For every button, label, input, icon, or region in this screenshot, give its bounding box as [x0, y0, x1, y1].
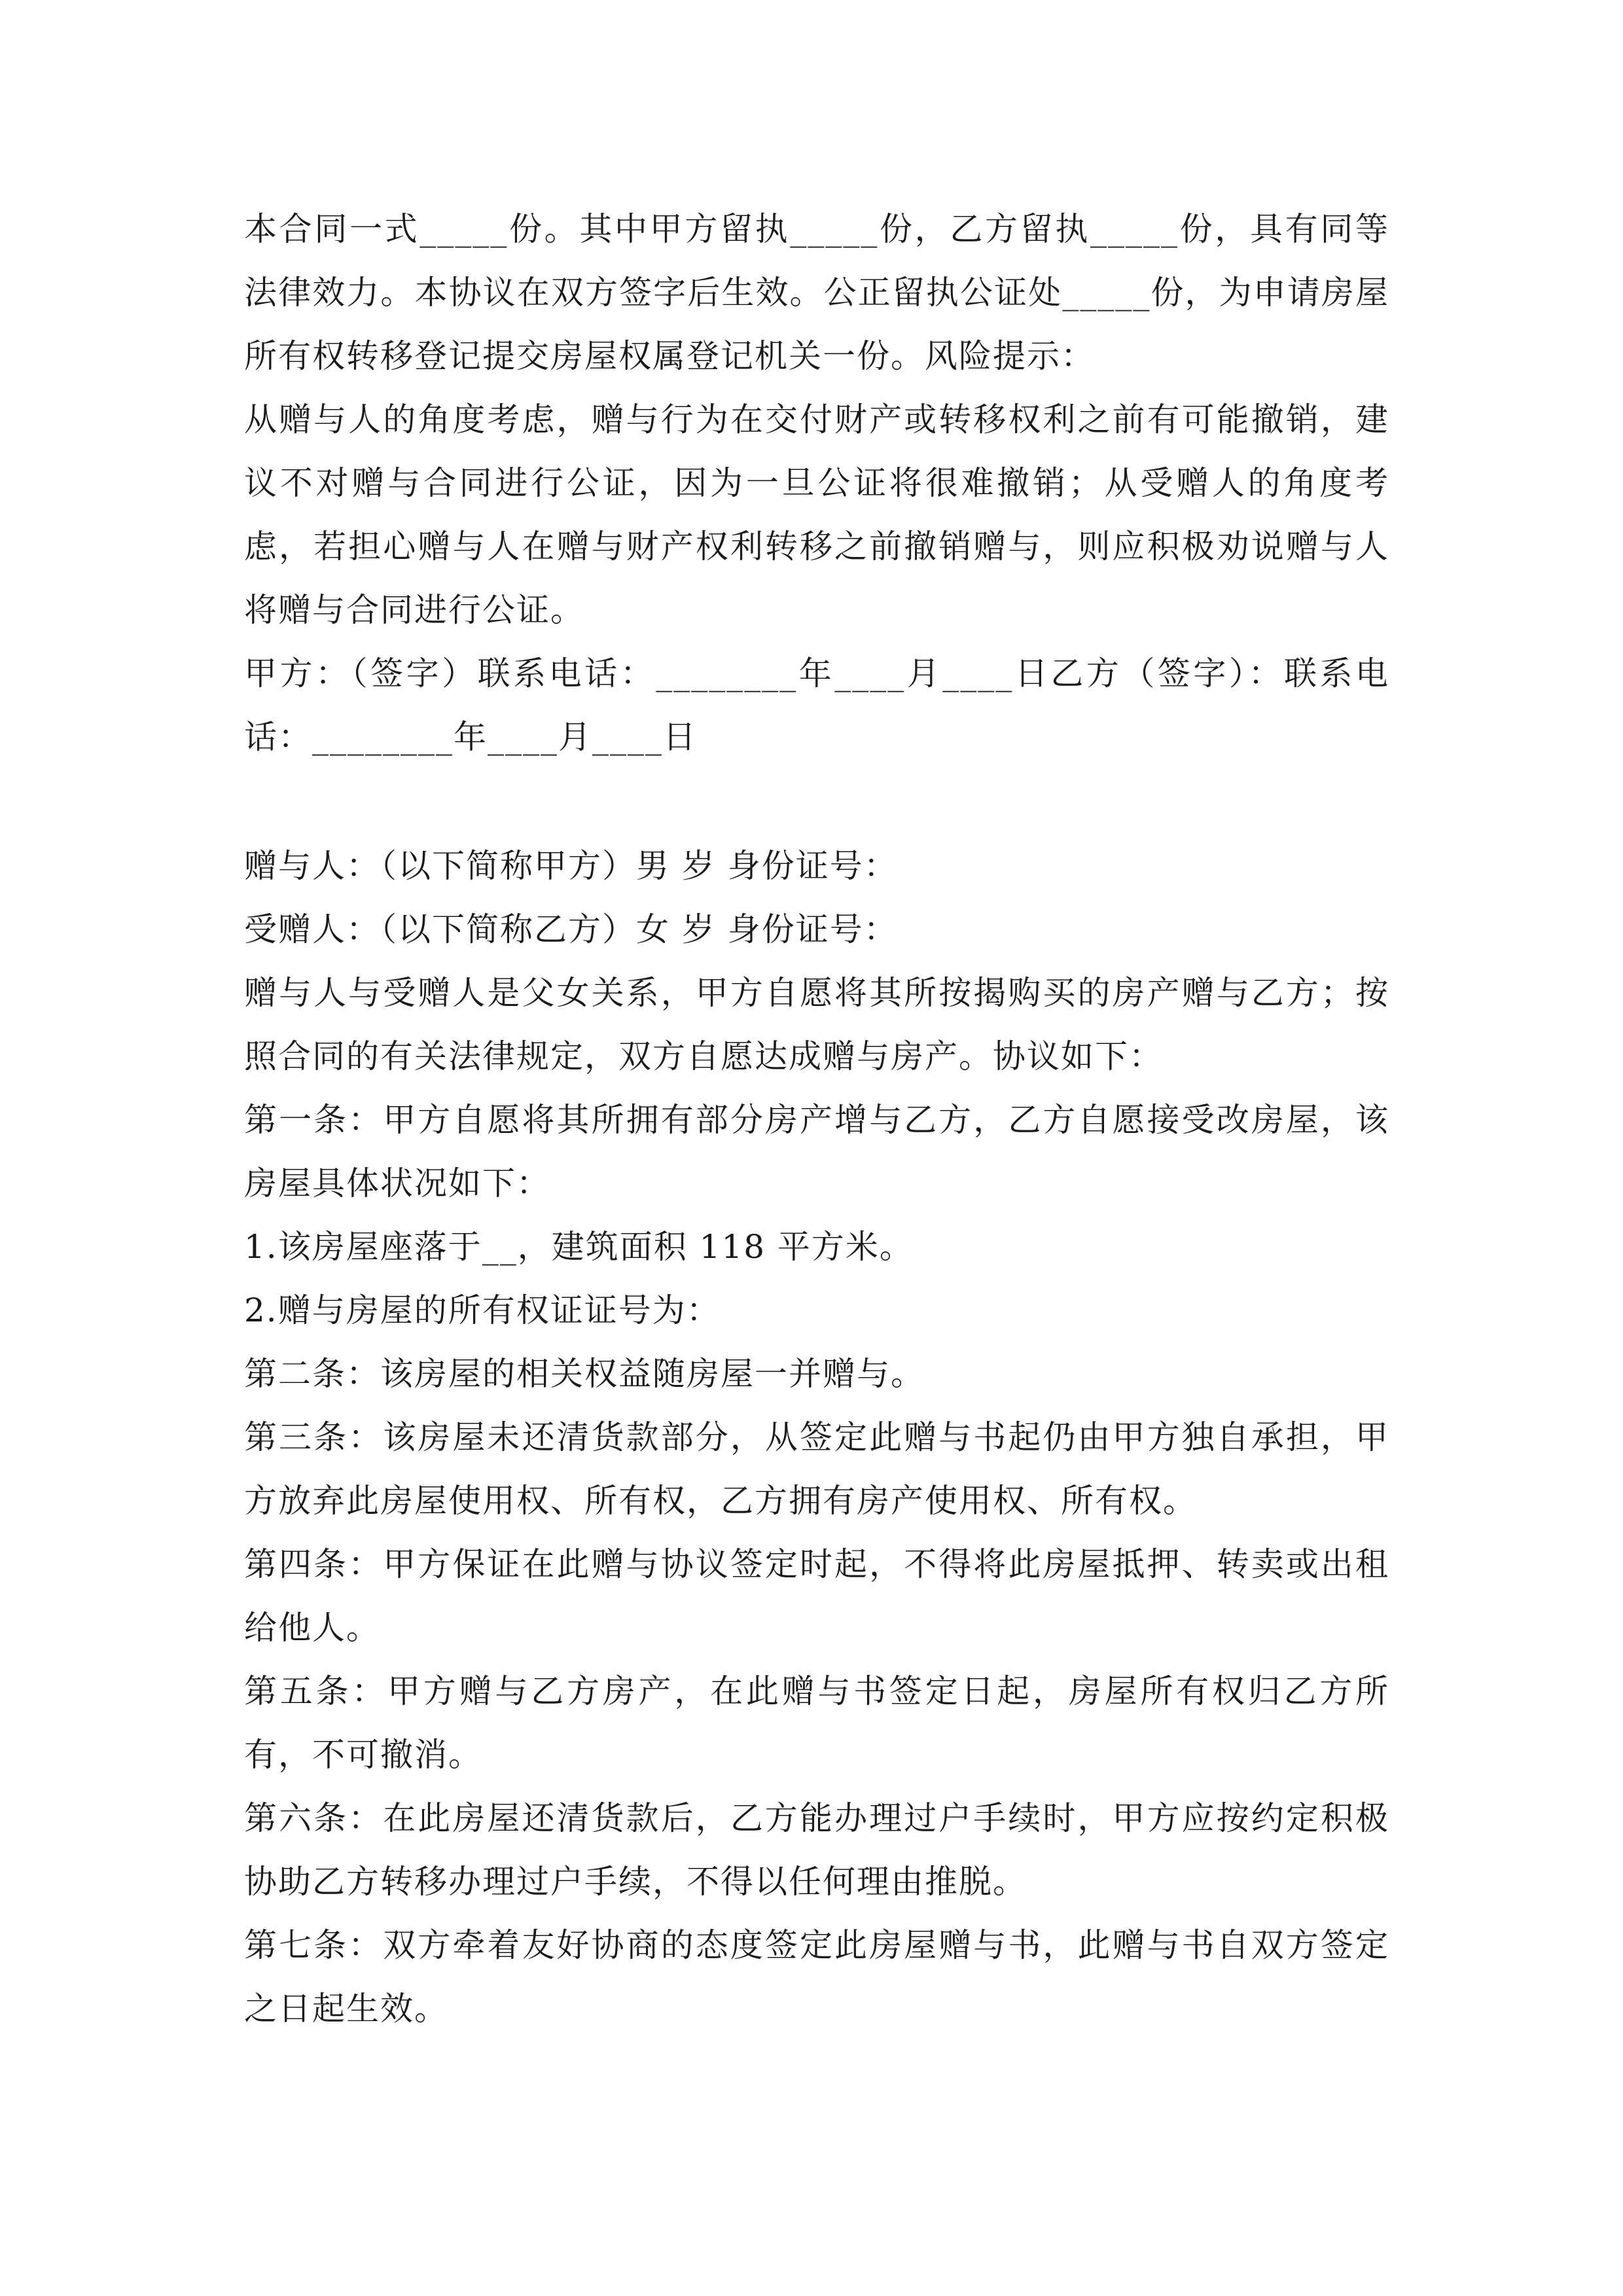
- article-6-paragraph: 第六条：在此房屋还清货款后，乙方能办理过户手续时，甲方应按约定积极协助乙方转移办理过户手续，不得以任何理由推脱。: [244, 1799, 1389, 1901]
- property-certificate-item: 2.赠与房屋的所有权证证号为：: [244, 1291, 721, 1329]
- article-4-paragraph: 第四条：甲方保证在此赠与协议签定时起，不得将此房屋抵押、转卖或出租给他人。: [244, 1545, 1389, 1647]
- article-5-paragraph: 第五条：甲方赠与乙方房产，在此赠与书签定日起，房屋所有权归乙方所有，不可撤消。: [244, 1672, 1389, 1774]
- donee-info-line: 受赠人：（以下简称乙方）女 岁 身份证号：: [244, 910, 898, 948]
- property-location-item: 1.该房屋座落于__，建筑面积 118 平方米。: [244, 1228, 914, 1266]
- contract-terms-section: [244, 198, 1389, 769]
- donor-info-line: 赠与人：（以下简称甲方）男 岁 身份证号：: [244, 847, 898, 885]
- signature-line-paragraph: 甲方：（签字）联系电话：________年____月____日乙方（签字）：联系电话：________年____月____日: [244, 655, 1389, 756]
- article-7-paragraph: 第七条：双方牵着友好协商的态度签定此房屋赠与书，此赠与书自双方签定之日起生效。: [244, 1926, 1389, 2028]
- article-1-paragraph: 第一条：甲方自愿将其所拥有部分房产增与乙方，乙方自愿接受改房屋，该房屋具体状况如下：: [244, 1101, 1389, 1202]
- article-3-paragraph: 第三条：该房屋未还清货款部分，从签定此赠与书起仍由甲方独自承担，甲方放弃此房屋使用权、所有权，乙方拥有房产使用权、所有权。: [244, 1418, 1389, 1520]
- relationship-paragraph: 赠与人与受赠人是父女关系，甲方自愿将其所按揭购买的房产赠与乙方；按照合同的有关法律规定，双方自愿达成赠与房产。协议如下：: [244, 974, 1389, 1075]
- article-2-paragraph: 第二条：该房屋的相关权益随房屋一并赠与。: [244, 1355, 925, 1393]
- copies-clause-paragraph: 本合同一式_____份。其中甲方留执_____份，乙方留执_____份，具有同等法律效力。本协议在双方签字后生效。公正留执公证处_____份，为申请房屋所有权转移登记提交房屋权属登记机关一份。风险提示：: [244, 210, 1389, 375]
- risk-notice-paragraph: 从赠与人的角度考虑，赠与行为在交付财产或转移权利之前有可能撤销，建议不对赠与合同进行公证，因为一旦公证将很难撤销；从受赠人的角度考虑，若担心赠与人在赠与财产权利转移之前撤销赠与，则应积极劝说赠与人将赠与合同进行公证。: [244, 401, 1389, 629]
- gift-agreement-section: [244, 834, 1389, 2041]
